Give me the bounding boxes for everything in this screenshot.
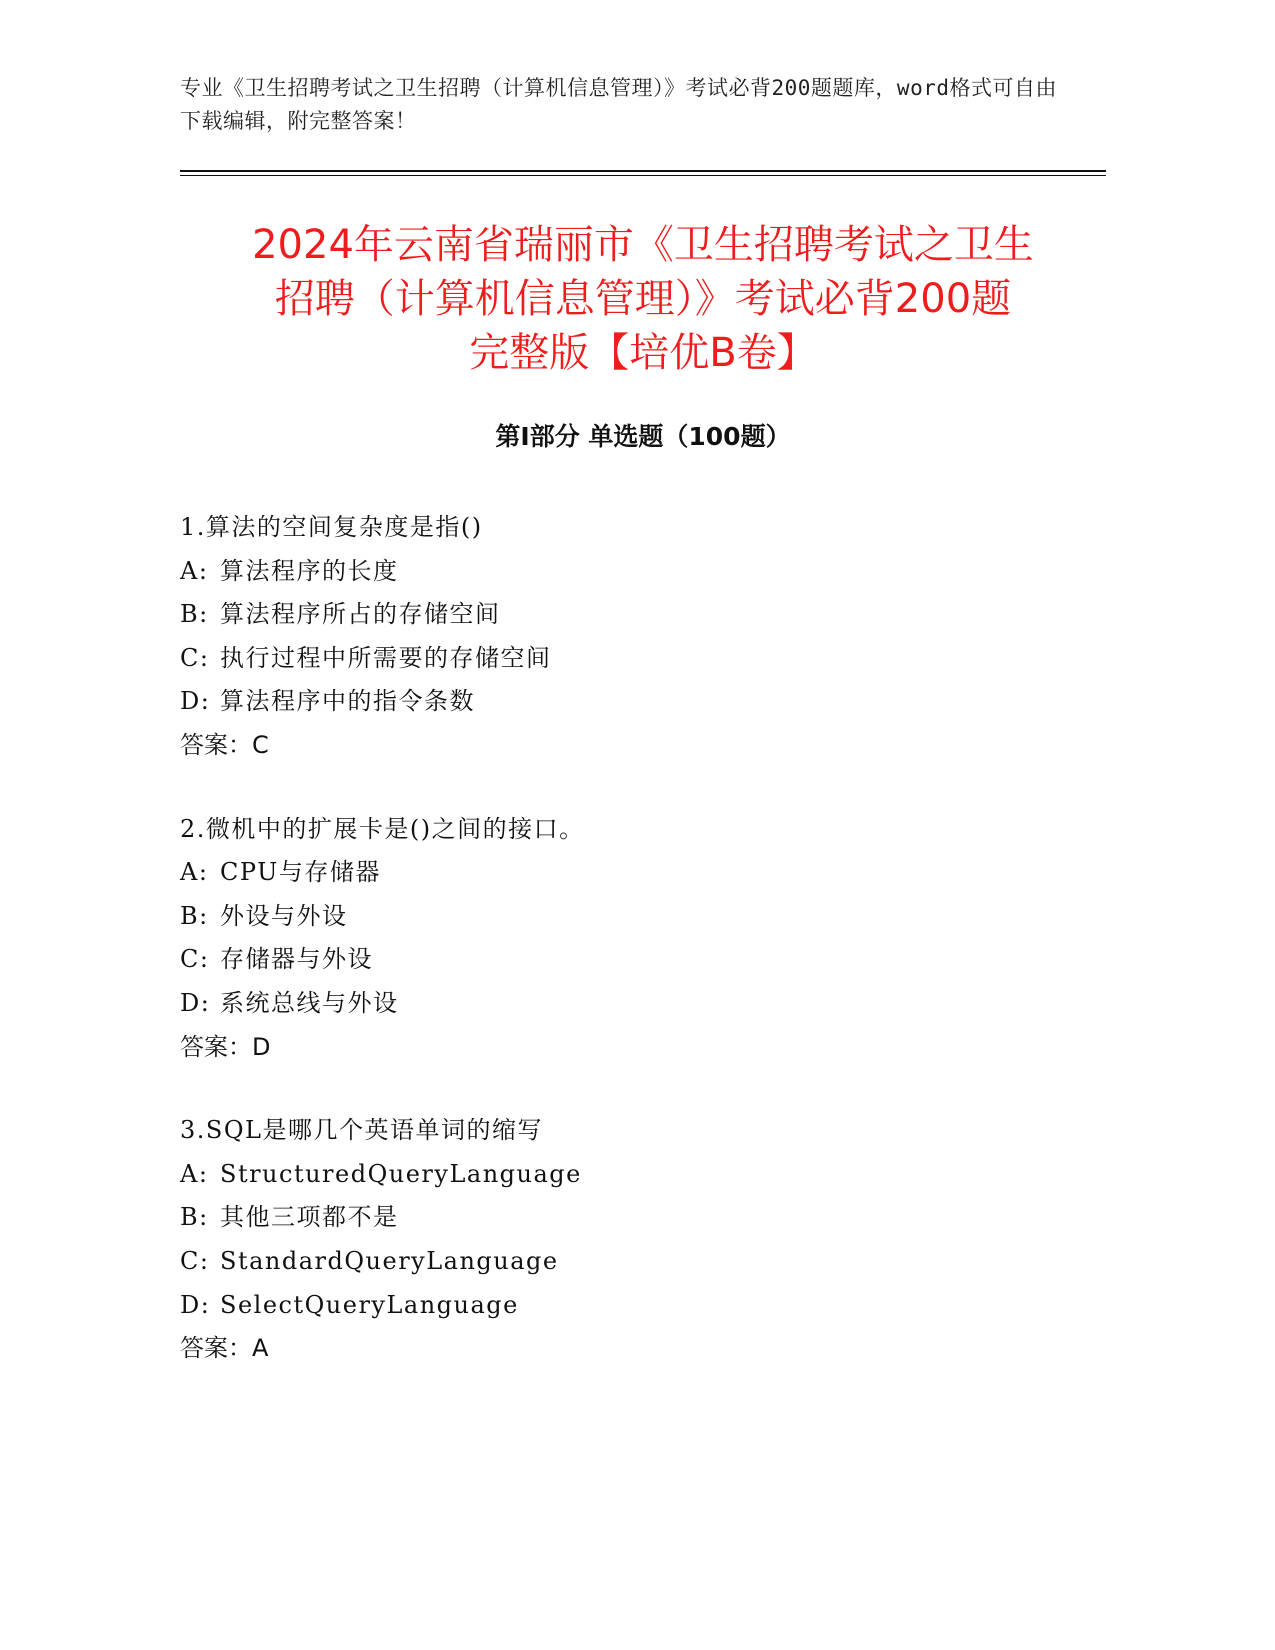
question-1 — [180, 506, 1106, 768]
header-divider — [180, 170, 1106, 172]
answer: 答案：C — [180, 730, 269, 759]
option-a — [180, 1153, 1106, 1197]
option-text: 存储器与外设 — [220, 945, 373, 974]
option-d — [180, 1284, 1106, 1328]
option-d — [180, 982, 1106, 1026]
option-text: 外设与外设 — [220, 901, 348, 930]
option-a — [180, 851, 1106, 895]
option-text: StructuredQueryLanguage — [220, 1159, 582, 1188]
option-label: C: — [180, 643, 210, 672]
option-a — [180, 550, 1106, 594]
option-text: CPU与存储器 — [220, 858, 381, 887]
title-line-1: 2024年云南省瑞丽市《卫生招聘考试之卫生 — [252, 222, 1034, 268]
option-label: A: — [180, 556, 209, 585]
option-c — [180, 938, 1106, 982]
option-text: StandardQueryLanguage — [220, 1246, 559, 1275]
question-list — [180, 506, 1106, 1411]
option-text: 其他三项都不是 — [220, 1203, 399, 1232]
question-3 — [180, 1109, 1106, 1371]
title-line-2: 招聘（计算机信息管理）》考试必背200题 — [274, 276, 1012, 322]
option-text: 算法程序中的指令条数 — [220, 687, 475, 716]
option-b — [180, 593, 1106, 637]
header-note: 专业《卫生招聘考试之卫生招聘（计算机信息管理）》考试必背200题题库，word格式可自由下载编辑，附完整答案！ — [180, 76, 1057, 133]
option-label: C: — [180, 1246, 210, 1275]
option-label: A: — [180, 858, 209, 887]
question-2 — [180, 808, 1106, 1070]
option-label: B: — [180, 901, 209, 930]
option-text: 系统总线与外设 — [220, 988, 399, 1017]
question-stem: 1.算法的空间复杂度是指() — [180, 513, 483, 541]
option-label: D: — [180, 687, 211, 716]
option-c — [180, 637, 1106, 681]
option-text: SelectQueryLanguage — [220, 1290, 519, 1319]
option-b — [180, 895, 1106, 939]
document-title — [180, 218, 1106, 380]
option-text: 算法程序所占的存储空间 — [220, 600, 501, 629]
section-heading: 第I部分 单选题（100题） — [495, 422, 791, 451]
option-label: A: — [180, 1159, 209, 1188]
option-d — [180, 680, 1106, 724]
header-divider-thin — [180, 175, 1106, 176]
answer: 答案：D — [180, 1032, 271, 1061]
question-stem: 3.SQL是哪几个英语单词的缩写 — [180, 1116, 543, 1145]
title-line-3: 完整版【培优B卷】 — [469, 330, 817, 376]
option-label: D: — [180, 988, 211, 1017]
option-c — [180, 1240, 1106, 1284]
option-label: B: — [180, 1203, 209, 1232]
option-label: C: — [180, 945, 210, 974]
answer: 答案：A — [180, 1334, 269, 1363]
question-stem: 2.微机中的扩展卡是()之间的接口。 — [180, 814, 585, 843]
option-b — [180, 1196, 1106, 1240]
option-label: B: — [180, 600, 209, 629]
option-text: 执行过程中所需要的存储空间 — [220, 643, 552, 672]
option-label: D: — [180, 1290, 211, 1319]
option-text: 算法程序的长度 — [220, 556, 399, 585]
